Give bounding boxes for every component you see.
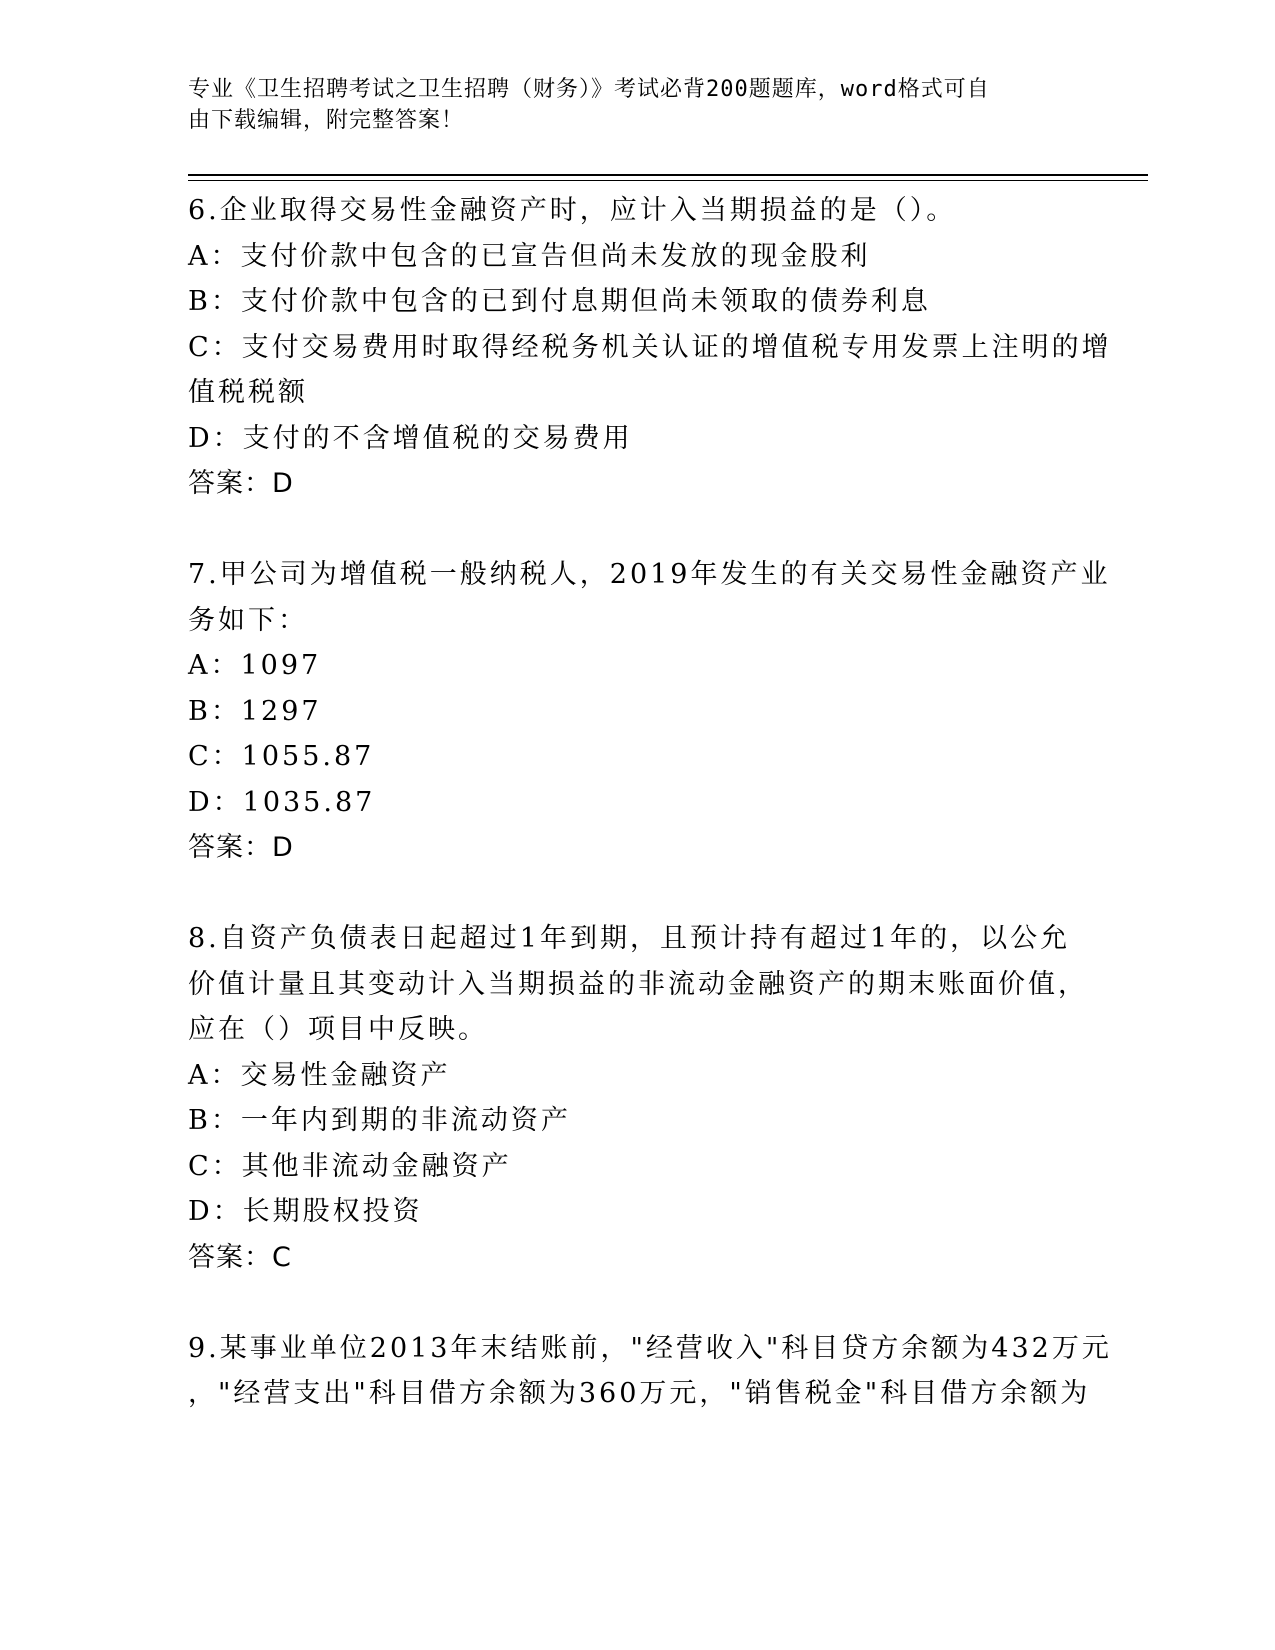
question-block [188,188,1112,552]
option-line: B：一年内到期的非流动资产 [188,1105,571,1136]
question-stem-line: 价值计量且其变动计入当期损益的非流动金融资产的期末账面价值， [188,968,1088,1000]
question-stem-line: 7.甲公司为增值税一般纳税人，2019年发生的有关交易性金融资产业 [188,559,1111,590]
option-line: C：其他非流动金融资产 [188,1150,512,1182]
question-stem-line: 应在（）项目中反映。 [188,1014,488,1045]
option-line: D：支付的不含增值税的交易费用 [188,422,633,454]
question-block [188,916,1088,1326]
document-header [188,74,1068,136]
option-line: B：支付价款中包含的已到付息期但尚未领取的债券利息 [188,286,931,317]
question-stem-line: 6.企业取得交易性金融资产时，应计入当期损益的是（）。 [188,195,957,226]
header-rule-thin [188,180,1148,181]
question-stem-line: ，"经营支出"科目借方余额为360万元，"销售税金"科目借方余额为 [188,1378,1091,1409]
option-line: A：1097 [188,650,322,681]
option-line: C：1055.87 [188,741,375,772]
header-line-1: 专业《卫生招聘考试之卫生招聘（财务）》考试必背200题题库，word格式可自 [188,77,990,102]
answer-line: 答案：D [188,832,294,863]
question-spacer [188,507,1088,553]
question-list [188,188,1112,1417]
option-line: A：交易性金融资产 [188,1059,451,1091]
question-stem-line: 8.自资产负债表日起超过1年到期，且预计持有超过1年的，以公允 [188,923,1071,954]
question-spacer [188,1280,1088,1326]
option-line: C：支付交易费用时取得经税务机关认证的增值税专用发票上注明的增 [188,331,1112,363]
header-rule-thick [188,174,1148,176]
question-stem-line: 务如下： [188,604,308,636]
question-block [188,1326,1112,1417]
question-stem-line: 9.某事业单位2013年末结账前，"经营收入"科目贷方余额为432万元 [188,1332,1112,1364]
answer-line: 答案：C [188,1241,292,1273]
answer-line: 答案：D [188,468,294,499]
question-spacer [188,871,1088,917]
option-line: D：1035.87 [188,786,376,818]
option-line: D：长期股权投资 [188,1196,423,1227]
header-line-2: 由下载编辑，附完整答案！ [188,108,465,133]
option-line: B：1297 [188,695,322,727]
option-line: A：支付价款中包含的已宣告但尚未发放的现金股利 [188,240,871,272]
option-line: 值税税额 [188,377,308,408]
question-block [188,552,1111,916]
